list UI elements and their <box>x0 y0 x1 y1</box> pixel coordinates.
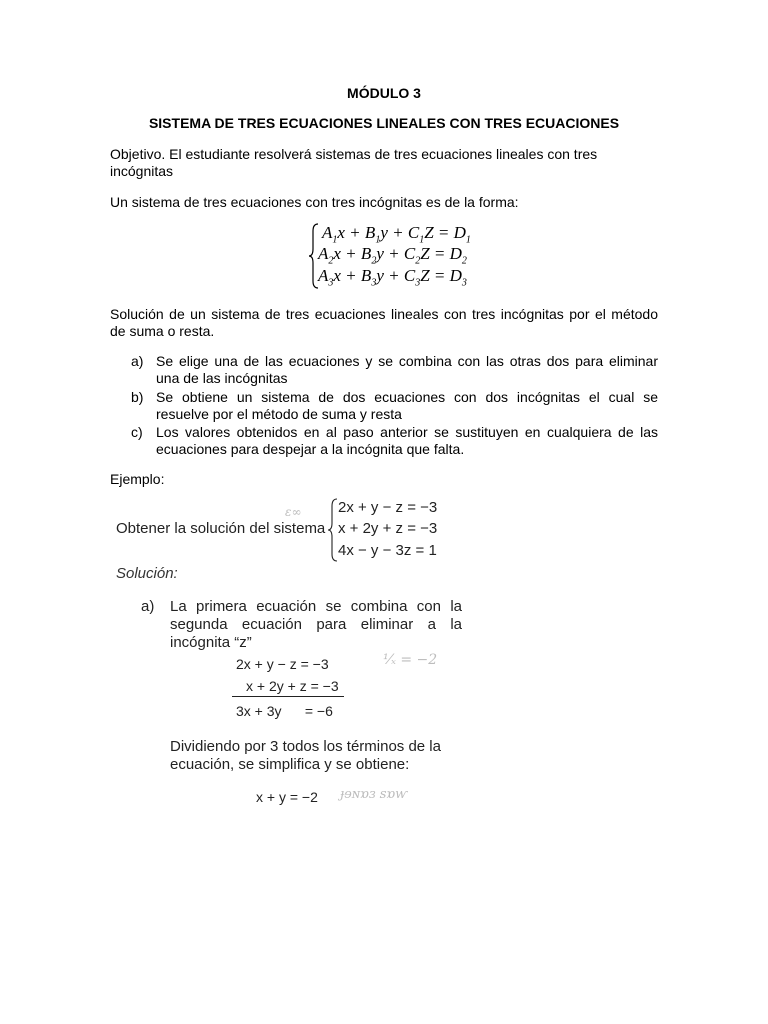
example-eq-2: x + 2y + z = −3 <box>338 520 438 537</box>
general-eq-3: $A_3x + B_3y + C_3Z = D_3$ <box>318 266 467 289</box>
module-title: MÓDULO 3 <box>347 85 421 101</box>
example-eq-3: 4x − y − 3z = 1 <box>338 542 437 559</box>
main-title: SISTEMA DE TRES ECUACIONES LINEALES CON TRES ECUACIONES <box>148 115 620 131</box>
form-intro: Un sistema de tres ecuaciones con tres incógnitas es de la forma: <box>110 194 519 210</box>
general-eq-2: $A_2x + B_2y + C_2Z = D_2$ <box>318 244 467 267</box>
document-page: MÓDULO 3 SISTEMA DE TRES ECUACIONES LINEALES CON TRES ECUACIONES Objetivo. El estudiante resolverá sistemas de tres ecuaciones lineales con tres incógnitas Un sistema de tres ecuaciones con tres incógnitas es de la forma: $A_1x + B_1y + C_1Z = D_1$ $A_2x + B_2y + C_2Z = D_2$ $A_3x + B_3y + C_3Z = D_3$ Solución de un sistema de tres ecuaciones lineales con tres incógnitas por el método de suma o resta. a) Se elige una de las ecuaciones y se combina con las otras dos para eliminar una de las incógnitas b) Se obtiene un sistema de dos ecuaciones con dos incógnitas el cual se resuelve por el método de suma y resta c) Los valores obtenidos en al paso anterior se sustituyen en cualquiera de las ecuaciones para despejar a la incógnita que falta. Ejemplo: Obtener la solución del sistema ε∞ 2x + y − z = −3 x + 2y + z = −3 4x − y − 3z = 1 Solución: a) La primera ecuación se combina con la segunda ecuación para eliminar a la incógnita “z” 2x + y − z = −3 ⅟ₓ = −2 x + 2y + z = −3 3x + 3y = −6 Dividiendo por 3 todos los términos de la ecuación, se simplifica y se obtiene: x + y = −2 ɟɘɴɒɜ ꜱɒⱳ <box>0 0 768 1024</box>
general-system <box>308 223 471 289</box>
faint-handwriting-2: ⅟ₓ = −2 <box>383 652 438 668</box>
sum-line-2: x + 2y + z = −3 <box>246 678 339 694</box>
objective-paragraph <box>110 146 658 180</box>
method-line-1: Solución de un sistema de tres ecuaciones lineales con tres incógnitas por el método <box>110 306 658 322</box>
objective-line-1: Objetivo. El estudiante resolverá sistemas de tres ecuaciones lineales con tres <box>110 146 598 162</box>
example-label: Ejemplo: <box>110 471 165 487</box>
sum-divider <box>232 696 344 697</box>
example-prompt: Obtener la solución del sistema <box>116 520 326 537</box>
faint-handwriting-3: ɟɘɴɒɜ ꜱɒⱳ <box>340 787 408 802</box>
method-line-2: de suma o resta. <box>110 323 215 339</box>
sum-line-1: 2x + y − z = −3 <box>236 656 329 672</box>
divide-text: Dividiendo por 3 todos los términos de la ecuación, se simplifica y se obtiene: <box>170 738 441 773</box>
example-eq-1: 2x + y − z = −3 <box>338 499 438 516</box>
result-equation: x + y = −2 <box>256 789 318 805</box>
example-step-text: La primera ecuación se combina con la segunda ecuación para eliminar a la incógnita “z” <box>170 598 462 651</box>
solution-label: Solución: <box>116 565 178 582</box>
objective-line-2: incógnitas <box>110 163 174 179</box>
faint-handwriting-1: ε∞ <box>285 505 302 519</box>
example-step-mark: a) <box>141 598 155 615</box>
method-paragraph <box>110 306 658 340</box>
sum-line-3: 3x + 3y = −6 <box>236 703 333 719</box>
general-eq-1: $A_1x + B_1y + C_1Z = D_1$ <box>322 223 471 246</box>
